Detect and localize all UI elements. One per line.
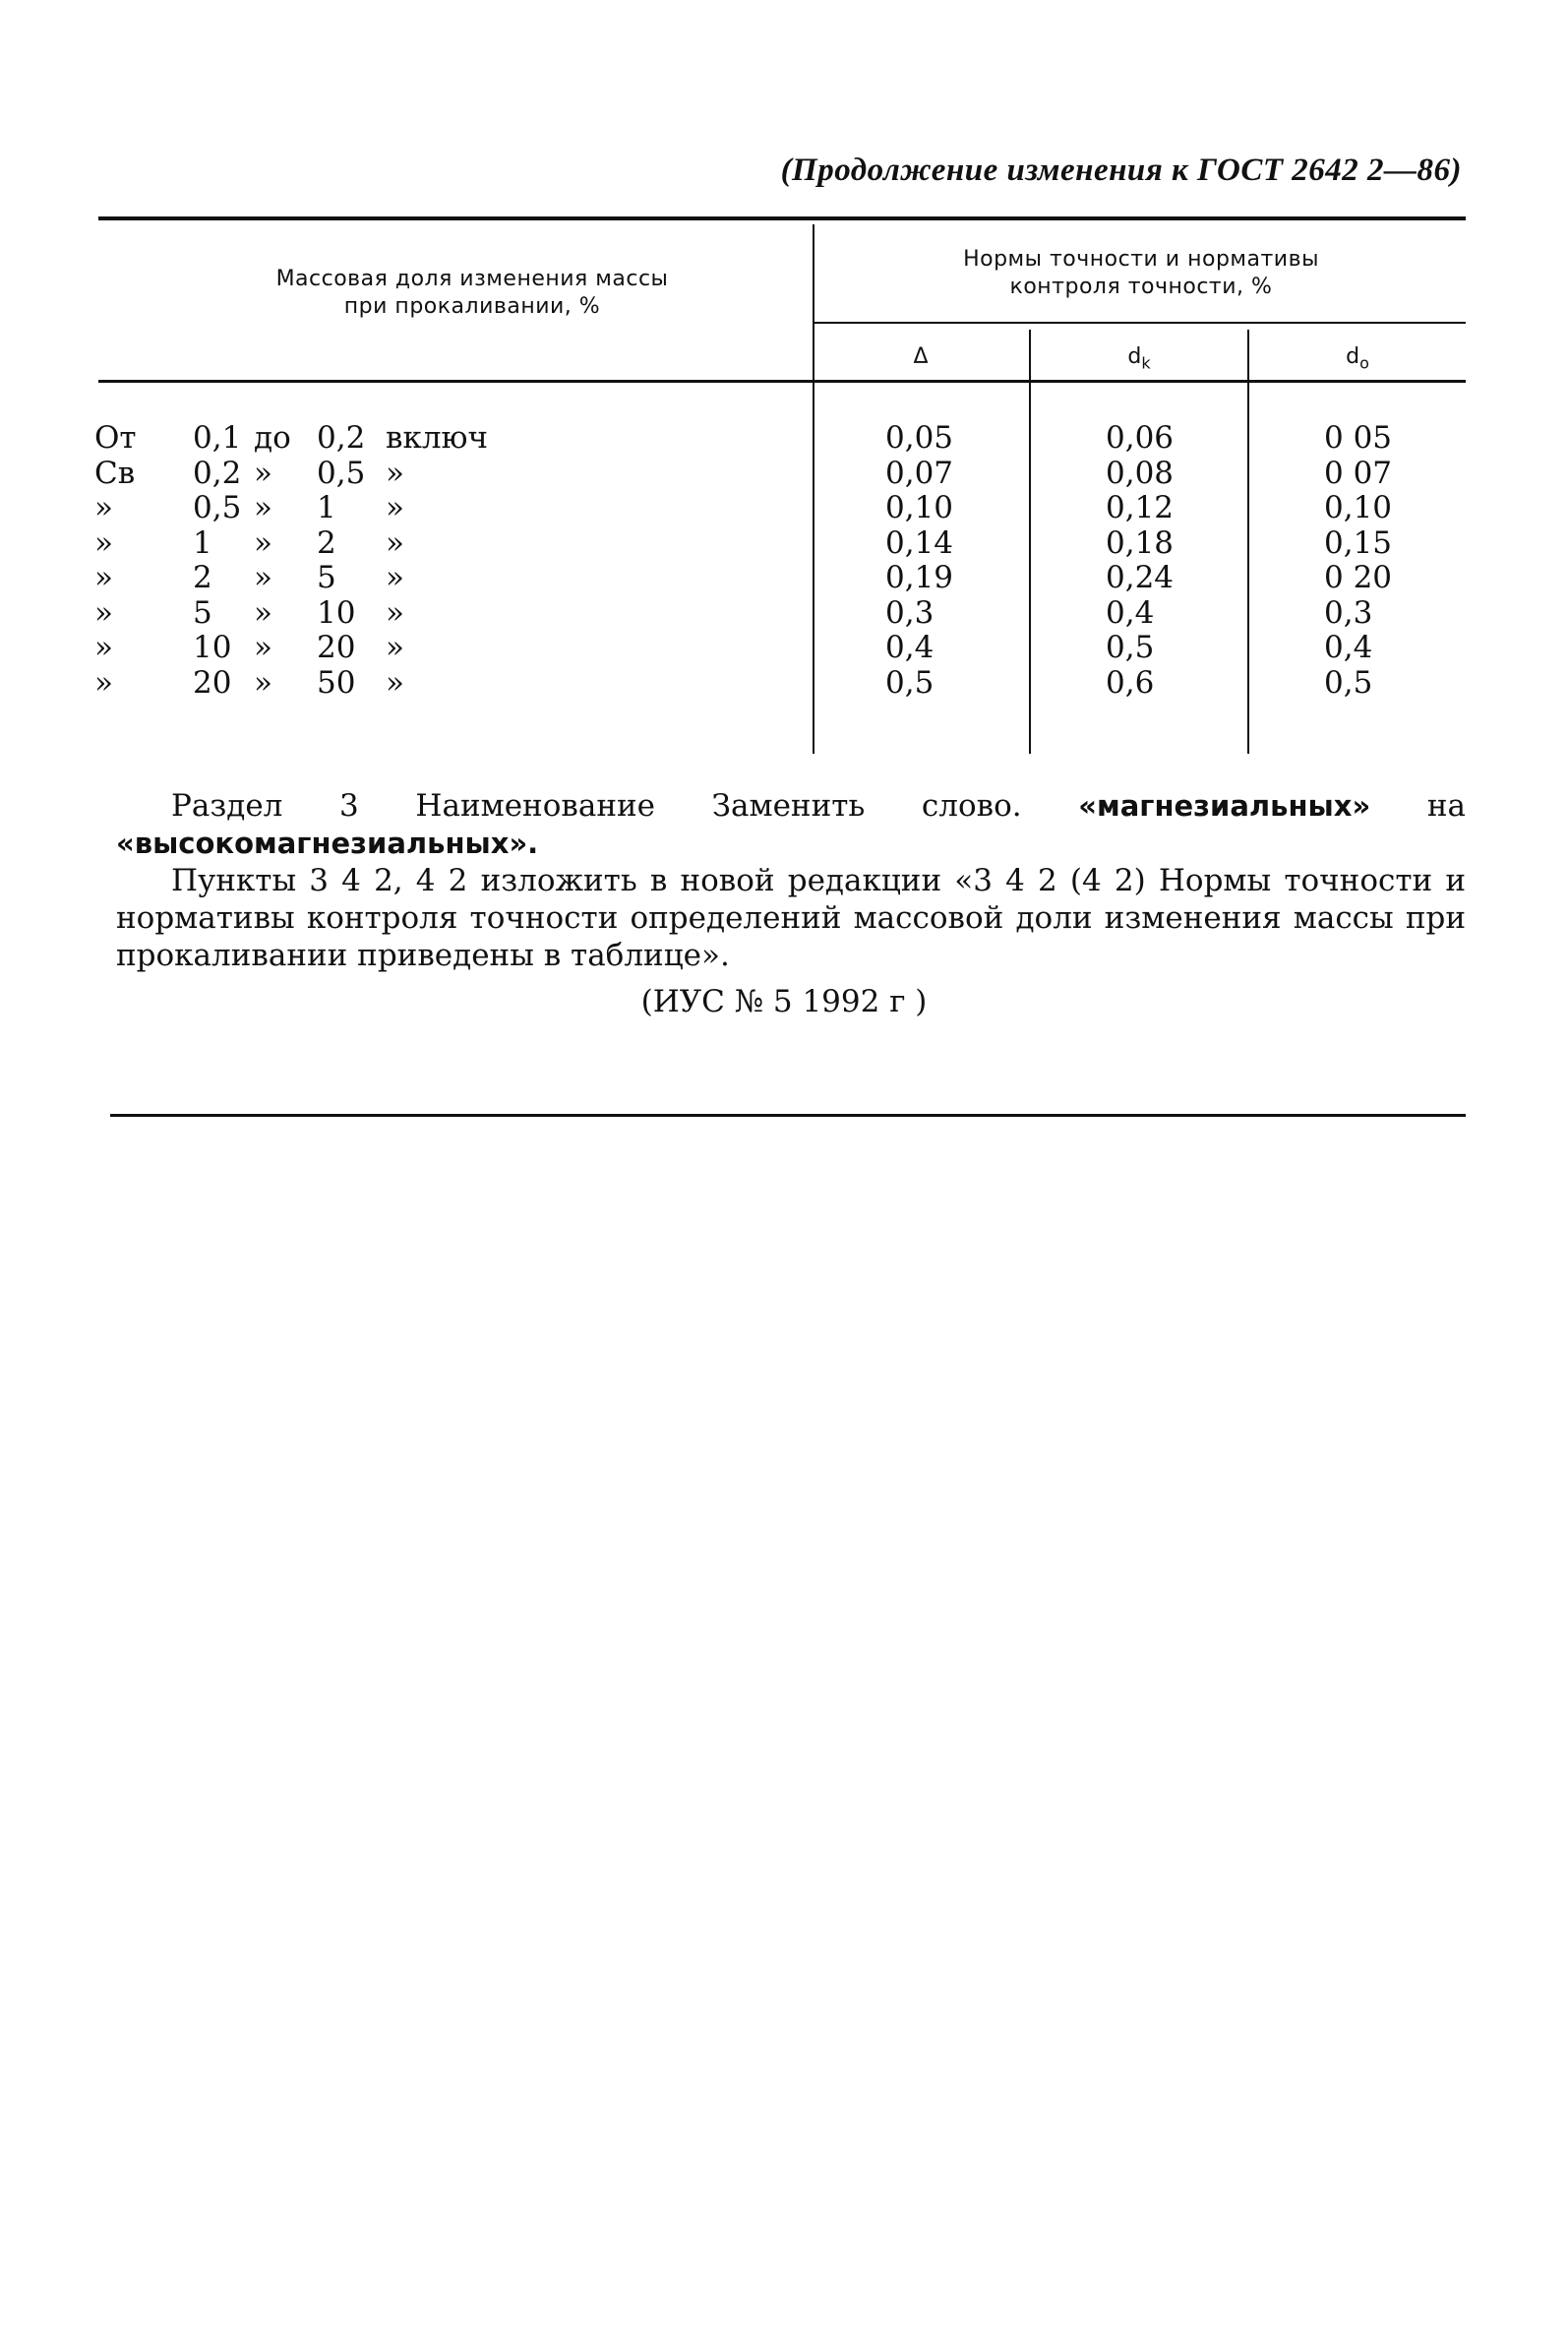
row-from-value: 5 <box>193 594 212 631</box>
row-from-value: 2 <box>193 560 212 595</box>
table-cell-value: 0,4 <box>1324 630 1373 665</box>
row-prefix: Св <box>94 455 136 491</box>
table-cell-value: 0,15 <box>1324 524 1393 561</box>
row-prefix: » <box>94 490 113 525</box>
row-to-value: 1 <box>317 490 336 525</box>
header-line: Нормы точности и нормативы <box>963 247 1319 272</box>
paragraph-bold-term: «магнезиальных» <box>1078 789 1371 823</box>
row-inclusive: » <box>386 490 404 525</box>
paragraph-text: Раздел 3 Наименование Заменить слово. <box>171 788 1022 824</box>
table-cell-value: 0,10 <box>885 490 954 525</box>
row-prefix: » <box>94 664 113 701</box>
table-cell-value: 0,3 <box>885 594 935 631</box>
table-row <box>0 666 1568 702</box>
table-row <box>0 631 1568 666</box>
row-to-value: 50 <box>317 664 356 701</box>
row-from-value: 0,1 <box>193 420 242 456</box>
table-header-rule <box>98 380 1466 383</box>
table-row <box>0 457 1568 492</box>
table-cell-value: 0,10 <box>1324 490 1393 525</box>
table-row <box>0 421 1568 457</box>
table-cell-value: 0 07 <box>1324 455 1393 491</box>
row-separator: » <box>254 664 272 701</box>
table-cell-value: 0,5 <box>1324 664 1373 701</box>
row-from-value: 20 <box>193 664 232 701</box>
page-header: (Продолжение изменения к ГОСТ 2642 2—86) <box>780 153 1462 188</box>
table-header-accuracy <box>816 246 1466 301</box>
paragraph-section3 <box>116 787 1466 862</box>
table-cell-value: 0,07 <box>885 455 954 491</box>
row-prefix: » <box>94 524 113 561</box>
row-inclusive: » <box>386 524 404 561</box>
table-row <box>0 596 1568 632</box>
column-header-delta <box>822 344 1019 369</box>
row-separator: » <box>254 455 272 491</box>
table-cell-value: 0,06 <box>1106 420 1175 456</box>
table-cell-value: 0,6 <box>1106 664 1155 701</box>
table-cell-value: 0,3 <box>1324 594 1373 631</box>
row-inclusive: » <box>386 455 404 491</box>
row-inclusive: » <box>386 630 404 665</box>
column-header-dk <box>1041 344 1237 372</box>
row-from-value: 0,2 <box>193 455 242 491</box>
table-cell-value: 0,5 <box>885 664 935 701</box>
column-symbol: d <box>1127 344 1142 369</box>
table-cell-value: 0,18 <box>1106 524 1175 561</box>
row-to-value: 0,5 <box>317 455 366 491</box>
row-prefix: » <box>94 560 113 595</box>
column-subscript: o <box>1359 353 1369 373</box>
table-header-mass-fraction <box>138 266 807 321</box>
table-row <box>0 491 1568 526</box>
row-to-value: 0,2 <box>317 420 366 456</box>
table-cell-value: 0 20 <box>1324 560 1393 595</box>
table-row <box>0 561 1568 596</box>
row-prefix: » <box>94 630 113 665</box>
header-line: при прокаливании, % <box>343 294 601 319</box>
paragraph-text: на <box>1426 788 1467 824</box>
row-separator: » <box>254 490 272 525</box>
table-cell-value: 0,19 <box>885 560 954 595</box>
row-to-value: 10 <box>317 594 356 631</box>
table-cell-value: 0,4 <box>885 630 935 665</box>
row-prefix: » <box>94 594 113 631</box>
table-body <box>0 421 1568 701</box>
row-separator: » <box>254 594 272 631</box>
column-header-do <box>1259 344 1456 372</box>
table-cell-value: 0 05 <box>1324 420 1393 456</box>
table-subheader-rule <box>813 322 1466 324</box>
table-cell-value: 0,08 <box>1106 455 1175 491</box>
row-inclusive: » <box>386 594 404 631</box>
row-to-value: 5 <box>317 560 336 595</box>
row-prefix: От <box>94 420 137 456</box>
row-inclusive: » <box>386 560 404 595</box>
table-cell-value: 0,5 <box>1106 630 1155 665</box>
row-from-value: 0,5 <box>193 490 242 525</box>
table-cell-value: 0,05 <box>885 420 954 456</box>
row-to-value: 20 <box>317 630 356 665</box>
row-separator: » <box>254 630 272 665</box>
table-cell-value: 0,4 <box>1106 594 1155 631</box>
table-top-rule <box>98 216 1466 220</box>
table-row <box>0 526 1568 562</box>
row-separator: » <box>254 560 272 595</box>
row-to-value: 2 <box>317 524 336 561</box>
table-cell-value: 0,14 <box>885 524 954 561</box>
row-inclusive: » <box>386 664 404 701</box>
paragraph-items: Пункты 3 4 2, 4 2 изложить в новой редакции «3 4 2 (4 2) Нормы точности и нормативы контроля точности определений массовой доли изменения массы при прокаливании приведены в таблице». <box>116 863 1466 973</box>
column-symbol: Δ <box>913 344 929 369</box>
header-line: контроля точности, % <box>1009 275 1273 299</box>
row-inclusive: включ <box>386 420 489 456</box>
row-separator: до <box>254 420 291 456</box>
row-from-value: 10 <box>193 630 232 665</box>
row-from-value: 1 <box>193 524 212 561</box>
table-cell-value: 0,12 <box>1106 490 1175 525</box>
paragraph-bold-term: «высокомагнезиальных». <box>116 827 539 860</box>
column-subscript: k <box>1141 353 1151 373</box>
table-cell-value: 0,24 <box>1106 560 1175 595</box>
row-separator: » <box>254 524 272 561</box>
source-reference: (ИУС № 5 1992 г ) <box>640 984 928 1019</box>
page-bottom-rule <box>110 1114 1466 1117</box>
column-symbol: d <box>1346 344 1360 369</box>
header-line: Массовая доля изменения массы <box>275 267 669 291</box>
